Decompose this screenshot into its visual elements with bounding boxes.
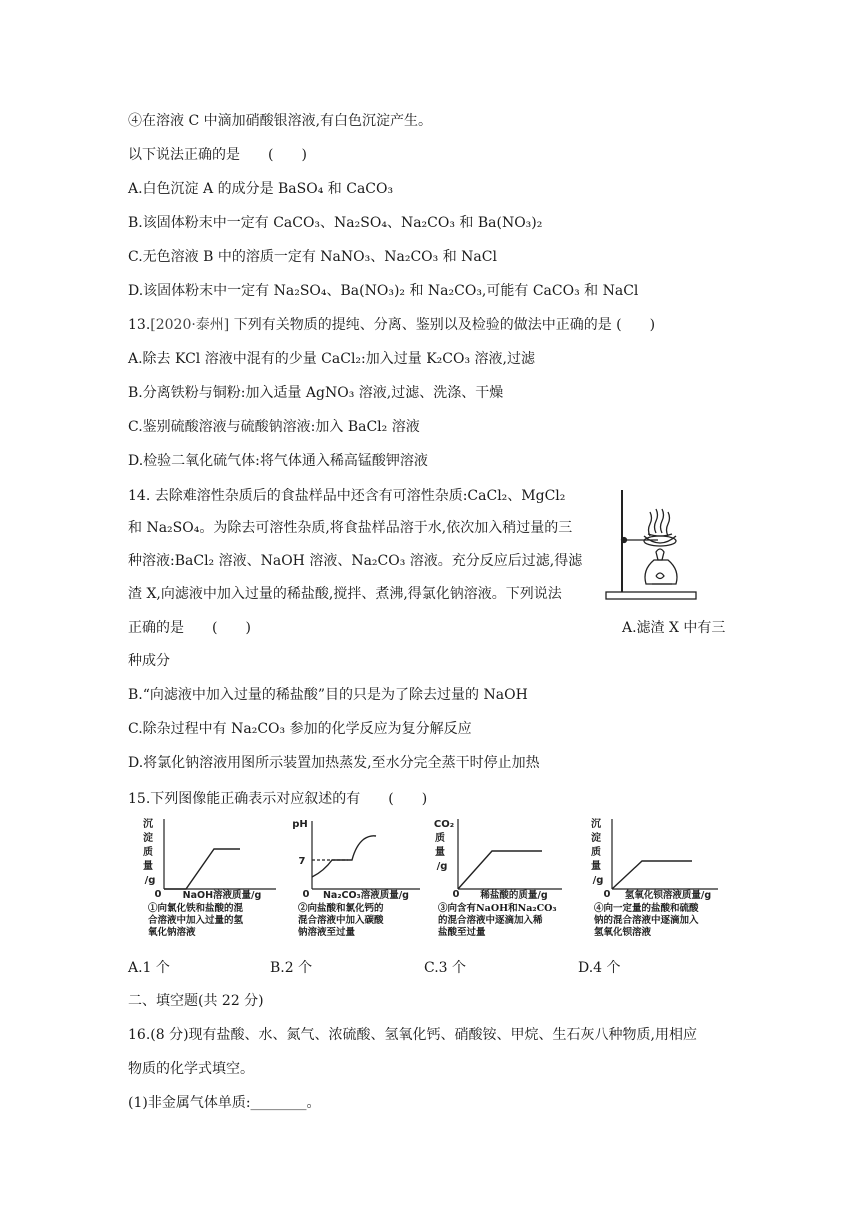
q15-option-d: D.4 个 bbox=[578, 960, 621, 976]
q12-option-a: A.白色沉淀 A 的成分是 BaSO₄ 和 CaCO₃ bbox=[128, 181, 394, 197]
q16-line-2: 物质的化学式填空。 bbox=[128, 1061, 254, 1077]
q15-graph-1-caption: ①向氯化铁和盐酸的混 合溶液中加入过量的氢 氧化钠溶液 bbox=[148, 903, 244, 938]
graph4-origin: 0 bbox=[603, 889, 611, 900]
graph1-ylabel-2: 淀 bbox=[143, 833, 153, 844]
q14-line-2: 和 Na₂SO₄。为除去可溶性杂质,将食盐样品溶于水,依次加入稍过量的三 bbox=[128, 520, 573, 536]
q14-line-4: 渣 X,向滤液中加入过量的稀盐酸,搅拌、煮沸,得氯化钠溶液。下列说法 bbox=[128, 586, 562, 602]
q12-option-c: C.无色溶液 B 中的溶质一定有 NaNO₃、Na₂CO₃ 和 NaCl bbox=[128, 249, 497, 265]
graph1-ylabel-1: 沉 bbox=[143, 819, 153, 830]
q14-option-a-part1: A.滤渣 X 中有三 bbox=[622, 620, 726, 636]
graph1-ylabel-5: /g bbox=[144, 875, 156, 886]
q13-option-c: C.鉴别硫酸溶液与硫酸钠溶液:加入 BaCl₂ 溶液 bbox=[128, 419, 420, 435]
graph3-ylabel-3: 量 bbox=[435, 847, 445, 858]
evaporation-apparatus-figure bbox=[600, 484, 710, 604]
q13-number: 13. bbox=[128, 317, 151, 333]
q15-option-c: C.3 个 bbox=[424, 960, 467, 976]
q15-graph-2 bbox=[290, 815, 425, 900]
graph1-origin: 0 bbox=[154, 889, 162, 900]
graph1-curve bbox=[164, 849, 240, 889]
q14-option-b: B.“向滤液中加入过量的稀盐酸”目的只是为了除去过量的 NaOH bbox=[128, 687, 528, 703]
graph2-curve bbox=[312, 836, 376, 877]
q14-option-c: C.除杂过程中有 Na₂CO₃ 参加的化学反应为复分解反应 bbox=[128, 721, 472, 737]
graph3-xlabel: 稀盐酸的质量/g bbox=[480, 890, 548, 900]
q16-line-1: 16.(8 分)现有盐酸、水、氮气、浓硫酸、氢氧化钙、硝酸铵、甲烷、生石灰八种物质,用相应 bbox=[128, 1027, 697, 1043]
q15-graph-4 bbox=[588, 815, 723, 900]
q12-step4: ④在溶液 C 中滴加硝酸银溶液,有白色沉淀产生。 bbox=[128, 113, 433, 129]
graph3-origin: 0 bbox=[452, 889, 460, 900]
q15-graph-2-caption: ②向盐酸和氯化钙的 混合溶液中加入碳酸 钠溶液至过量 bbox=[298, 903, 384, 938]
graph4-ylabel-2: 淀 bbox=[591, 833, 601, 844]
graph2-ylabel: pH bbox=[292, 819, 308, 830]
q14-option-d: D.将氯化钠溶液用图所示装置加热蒸发,至水分完全蒸干时停止加热 bbox=[128, 755, 540, 771]
q13-option-b: B.分离铁粉与铜粉:加入适量 AgNO₃ 溶液,过滤、洗涤、干燥 bbox=[128, 385, 504, 401]
graph3-ylabel-2: 质 bbox=[435, 833, 445, 844]
q14-line-5: 正确的是 ( ) bbox=[128, 620, 251, 636]
q12-option-b: B.该固体粉末中一定有 CaCO₃、Na₂SO₄、Na₂CO₃ 和 Ba(NO₃)₂ bbox=[128, 215, 543, 231]
q15-stem: 15.下列图像能正确表示对应叙述的有 ( ) bbox=[128, 791, 428, 807]
q13-stem-line bbox=[128, 315, 655, 335]
graph4-ylabel-5: /g bbox=[592, 875, 604, 886]
q15-graph-4-caption: ④向一定量的盐酸和硫酸 钠的混合溶液中逐滴加入 氢氧化钡溶液 bbox=[594, 903, 699, 938]
graph4-curve bbox=[612, 861, 692, 889]
graph3-curve bbox=[458, 851, 542, 889]
section-2-title: 二、填空题(共 22 分) bbox=[128, 993, 264, 1009]
graph2-seven: 7 bbox=[298, 856, 306, 867]
q14-line-3: 种溶液:BaCl₂ 溶液、NaOH 溶液、Na₂CO₃ 溶液。充分反应后过滤,得滤 bbox=[128, 553, 583, 569]
q15-graph-3-caption: ③向含有NaOH和Na₂CO₃ 的混合溶液中逐滴加入稀 盐酸至过量 bbox=[438, 903, 557, 938]
graph4-ylabel-4: 量 bbox=[591, 861, 601, 872]
graph2-xlabel: Na₂CO₃溶液质量/g bbox=[322, 890, 410, 900]
graph2-origin: 0 bbox=[302, 889, 310, 900]
q16-sub-1: (1)非金属气体单质:________。 bbox=[128, 1095, 321, 1111]
q13-stem: 下列有关物质的提纯、分离、鉴别以及检验的做法中正确的是 ( ) bbox=[233, 317, 656, 333]
graph1-ylabel-3: 质 bbox=[143, 847, 153, 858]
q15-graph-3 bbox=[430, 815, 565, 900]
graph4-xlabel: 氢氧化钡溶液质量/g bbox=[624, 890, 712, 900]
graph1-ylabel-4: 量 bbox=[143, 861, 153, 872]
q15-option-b: B.2 个 bbox=[270, 960, 313, 976]
graph3-ylabel-1: CO₂ bbox=[433, 819, 455, 830]
graph4-ylabel-3: 质 bbox=[591, 847, 601, 858]
q12-stem: 以下说法正确的是 ( ) bbox=[128, 147, 307, 163]
q14-option-a-part2: 种成分 bbox=[128, 653, 170, 669]
q15-graph-1 bbox=[140, 815, 280, 900]
q13-source: [2020·泰州] bbox=[150, 317, 230, 333]
q12-option-d: D.该固体粉末中一定有 Na₂SO₄、Ba(NO₃)₂ 和 Na₂CO₃,可能有 CaCO₃ 和 NaCl bbox=[128, 283, 639, 299]
graph4-ylabel-1: 沉 bbox=[591, 819, 601, 830]
graph3-ylabel-4: /g bbox=[436, 861, 448, 872]
q14-line-1: 14. 去除难溶性杂质后的食盐样品中还含有可溶性杂质:CaCl₂、MgCl₂ bbox=[128, 488, 566, 504]
graph1-xlabel: NaOH溶液质量/g bbox=[182, 890, 262, 900]
q13-option-d: D.检验二氧化硫气体:将气体通入稀高锰酸钾溶液 bbox=[128, 453, 428, 469]
q13-option-a: A.除去 KCl 溶液中混有的少量 CaCl₂:加入过量 K₂CO₃ 溶液,过滤 bbox=[128, 351, 535, 367]
q15-option-a: A.1 个 bbox=[128, 960, 170, 976]
